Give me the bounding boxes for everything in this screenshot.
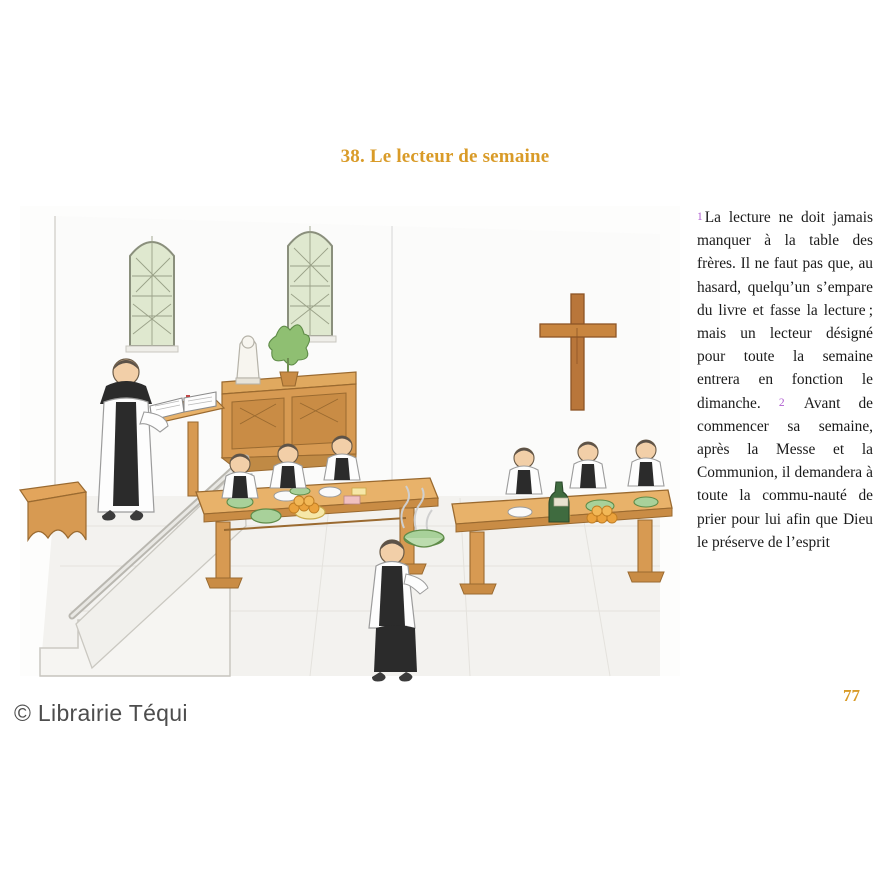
chapter-title: 38. Le lecteur de semaine	[340, 146, 550, 167]
window-left	[126, 236, 178, 352]
verse-text-1: La lecture ne doit jamais manquer à la table des frères. Il ne faut pas que, au hasard, quelqu’un s’empare du livre et fasse la lecture ; mais un lecteur désigné pour toute la semaine entrera en fonction le dimanche.	[697, 209, 873, 412]
refectory-illustration	[0, 196, 690, 696]
wooden-stool	[20, 482, 86, 540]
window-right	[284, 226, 336, 342]
page-number: 77	[843, 686, 860, 705]
verse-number-1: 1	[697, 211, 703, 223]
verse-text-2: Avant de commencer sa semaine, après la Messe et la Communion, il demandera à toute la commu-nauté de prier pour lui afin que Dieu le préserve de l’esprit	[697, 394, 874, 551]
body-text-column	[697, 206, 873, 554]
refectory-illustration-svg	[0, 196, 690, 696]
copyright-watermark: © Librairie Téqui	[14, 700, 188, 726]
verse-number-2: 2	[778, 396, 785, 409]
